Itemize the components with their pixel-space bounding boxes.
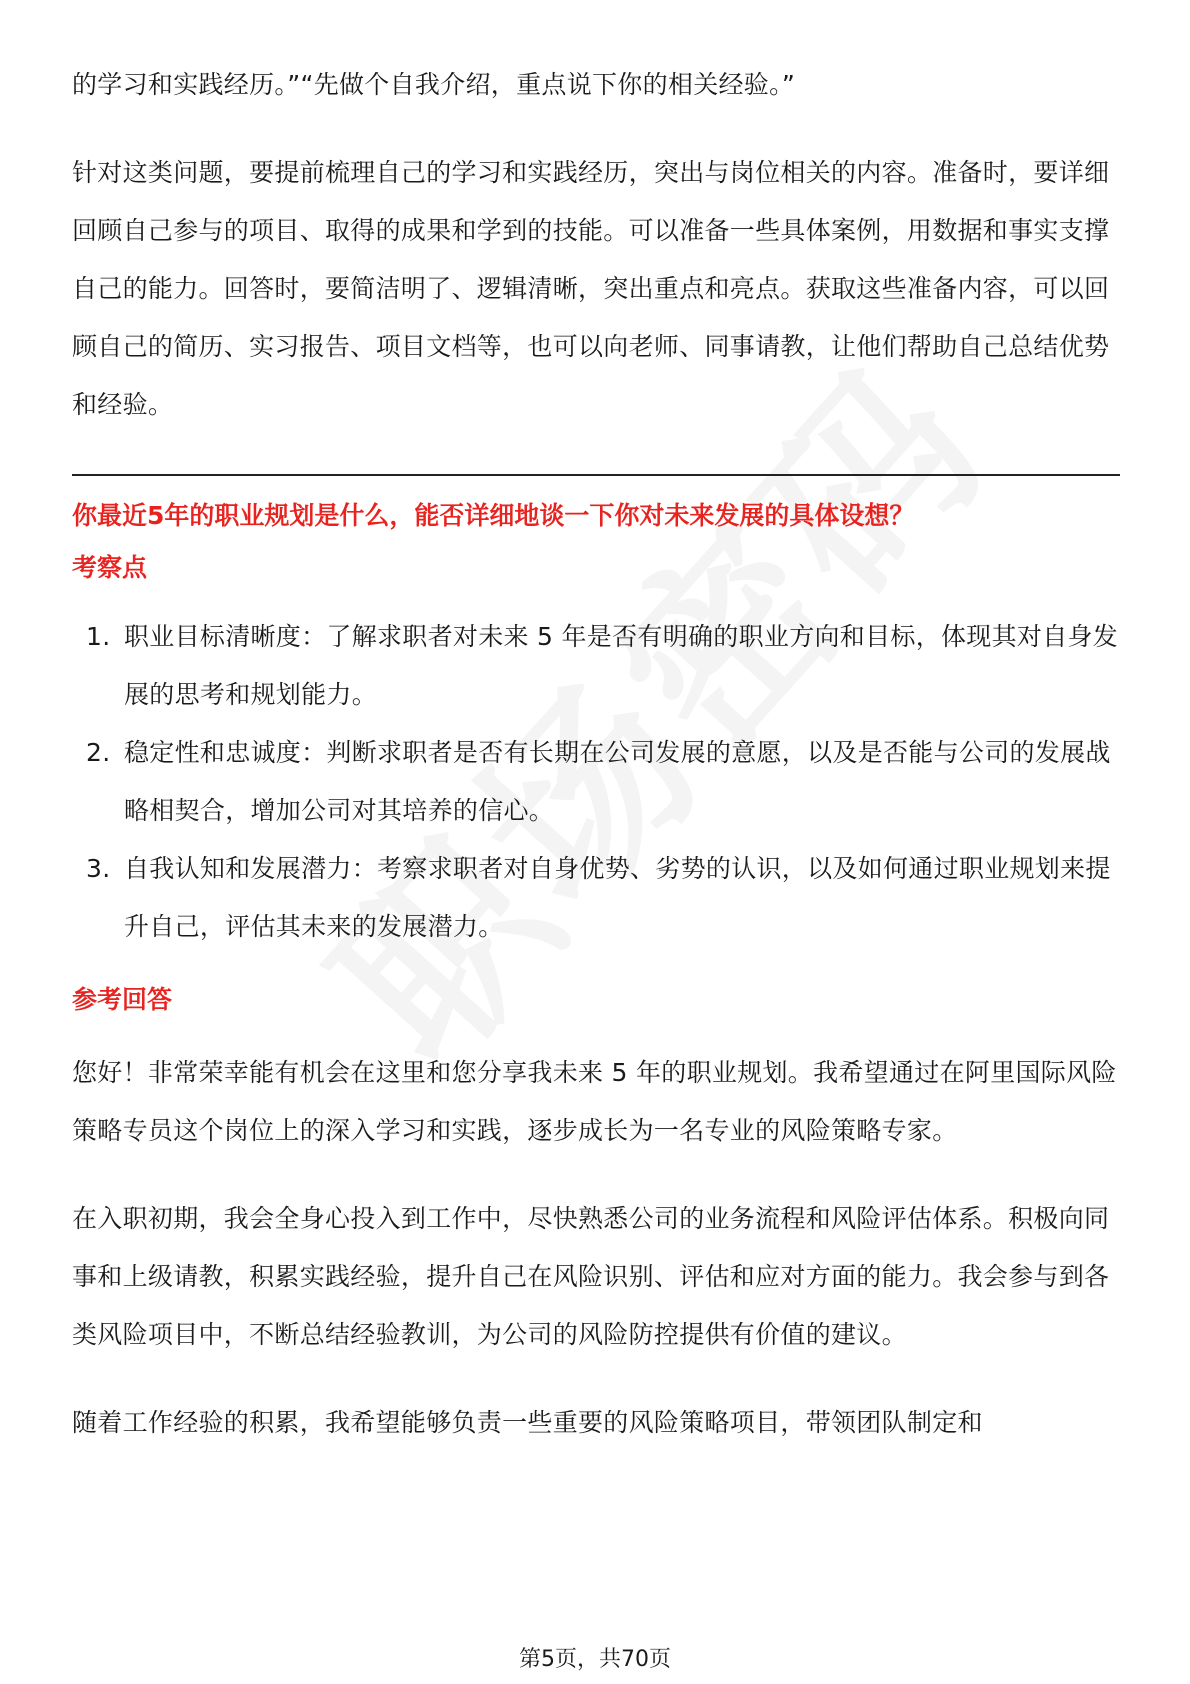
list-item-text: 自我认知和发展潜力：考察求职者对自身优势、劣势的认识，以及如何通过职业规划来提升自己，评估其未来的发展潜力。 (124, 854, 1111, 941)
list-item-text: 职业目标清晰度：了解求职者对未来 5 年是否有明确的职业方向和目标，体现其对自身发展的思考和规划能力。 (124, 622, 1119, 709)
list-number: 3. (86, 854, 111, 883)
list-item (72, 608, 1120, 724)
list-item (72, 724, 1120, 840)
page-footer: 第5页，共70页 (519, 1647, 671, 1672)
list-number: 1. (86, 622, 111, 651)
page-content (72, 56, 1120, 1452)
focus-label: 考察点 (72, 553, 148, 582)
section-divider (72, 474, 1120, 476)
focus-points-list (72, 608, 1120, 956)
list-item (72, 840, 1120, 956)
answer-paragraph: 您好！非常荣幸能有机会在这里和您分享我未来 5 年的职业规划。我希望通过在阿里国际风险策略专员这个岗位上的深入学习和实践，逐步成长为一名专业的风险策略专家。 (72, 1058, 1117, 1145)
list-number: 2. (86, 738, 111, 767)
intro-advice-paragraph: 针对这类问题，要提前梳理自己的学习和实践经历，突出与岗位相关的内容。准备时，要详细回顾自己参与的项目、取得的成果和学到的技能。可以准备一些具体案例，用数据和事实支撑自己的能力。回答时，要简洁明了、逻辑清晰，突出重点和亮点。获取这些准备内容，可以回顾自己的简历、实习报告、项目文档等，也可以向老师、同事请教，让他们帮助自己总结优势和经验。 (72, 158, 1110, 419)
answer-paragraph: 在入职初期，我会全身心投入到工作中，尽快熟悉公司的业务流程和风险评估体系。积极向同事和上级请教，积累实践经验，提升自己在风险识别、评估和应对方面的能力。我会参与到各类风险项目中，不断总结经验教训，为公司的风险防控提供有价值的建议。 (72, 1204, 1110, 1349)
answer-paragraph: 随着工作经验的积累，我希望能够负责一些重要的风险策略项目，带领团队制定和 (72, 1408, 983, 1437)
answer-label: 参考回答 (72, 985, 173, 1014)
question-title: 你最近5年的职业规划是什么，能否详细地谈一下你对未来发展的具体设想？ (72, 501, 915, 530)
list-item-text: 稳定性和忠诚度：判断求职者是否有长期在公司发展的意愿，以及是否能与公司的发展战略相契合，增加公司对其培养的信心。 (124, 738, 1111, 825)
intro-continued-line: 的学习和实践经历。”“先做个自我介绍，重点说下你的相关经验。” (72, 70, 796, 99)
